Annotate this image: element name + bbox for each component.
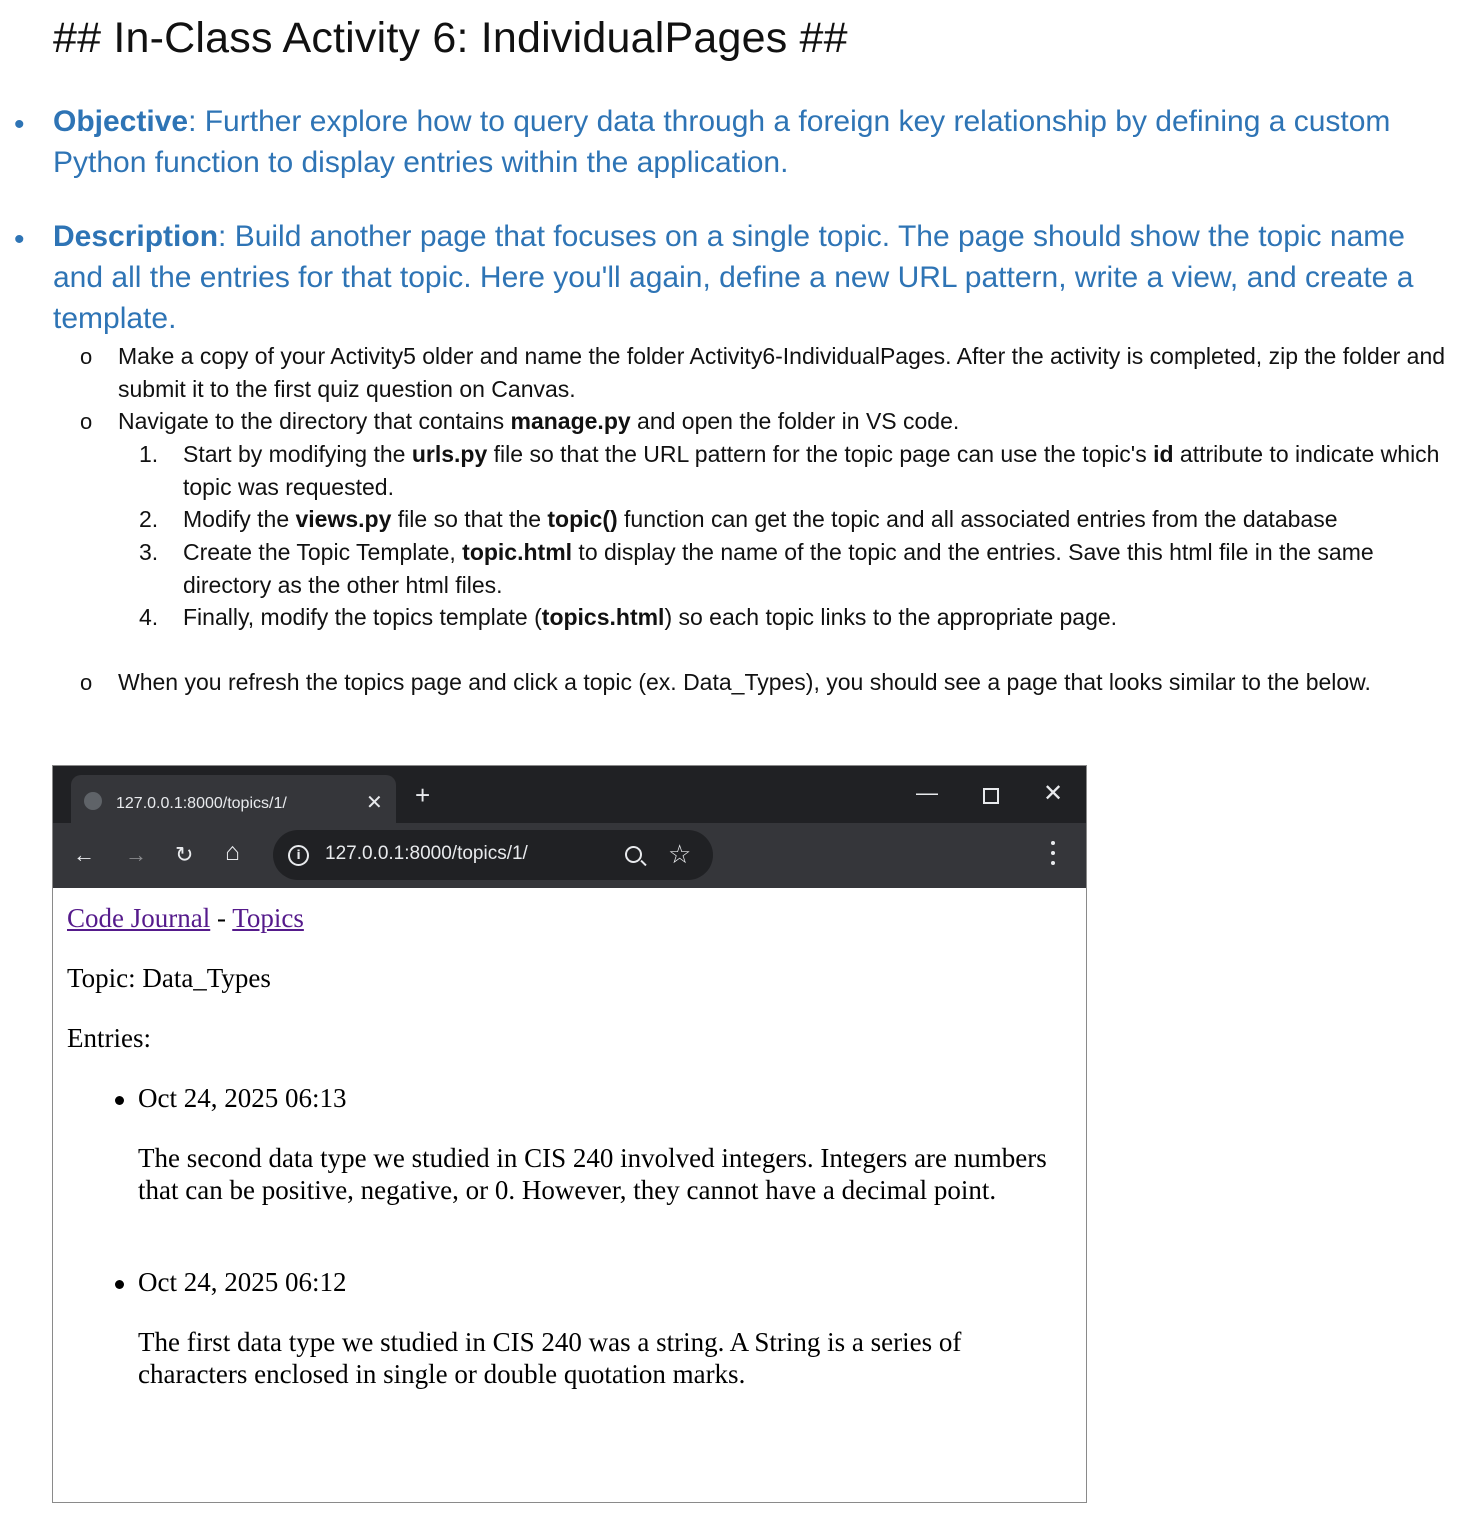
step-bold: urls.py — [411, 441, 488, 467]
numbered-step-3 — [139, 536, 1433, 602]
sub-marker: o — [80, 670, 93, 695]
minimize-icon[interactable]: — — [916, 780, 938, 805]
step-navigate — [80, 405, 1458, 438]
sub-marker: o — [80, 409, 93, 434]
window-close-icon[interactable]: ✕ — [1043, 780, 1064, 807]
step-text: attribute to indicate which topic was requested. — [183, 441, 1440, 500]
step-copy-text: Make a copy of your Activity5 older and name the folder Activity6-IndividualPages. After the activity is completed, zip the folder and submit it to the first quiz question on Canvas. — [118, 343, 1446, 402]
navigate-text: Navigate to the directory that contains — [118, 408, 511, 434]
browser-tab-bar — [53, 766, 1086, 823]
page-header — [67, 902, 304, 934]
refresh-note-text: When you refresh the topics page and click a topic (ex. Data_Types), you should see a page that looks similar to the below. — [118, 669, 1371, 695]
topic-heading: Topic: Data_Types — [67, 963, 271, 993]
browser-toolbar — [53, 823, 1086, 888]
step-bold: id — [1153, 441, 1174, 467]
topics-link[interactable]: Topics — [232, 903, 304, 933]
description-text: : Build another page that focuses on a single topic. The page should show the topic name and all the entries for that topic. Here you'll again, define a new URL pattern, write a view, and create a template. — [53, 220, 1414, 335]
header-separator: - — [210, 903, 233, 933]
home-link[interactable]: Code Journal — [67, 903, 211, 933]
info-icon[interactable]: i — [288, 845, 309, 866]
entry-bullet — [115, 1096, 124, 1105]
step-bold: topic.html — [462, 539, 573, 565]
step-text: file so that the — [391, 506, 548, 532]
step-copy-folder — [80, 340, 1458, 406]
browser-tab[interactable] — [71, 775, 396, 823]
step-text: function can get the topic and all associated entries from the database — [617, 506, 1338, 532]
step-text: Modify the — [183, 506, 296, 532]
step-bold: topic() — [547, 506, 618, 532]
objective-label: Objective — [53, 105, 189, 138]
objective-bullet: • — [14, 108, 25, 141]
objective-paragraph — [53, 101, 1463, 183]
step-text: to display the name of the topic and the entries. Save this html file in the same directory as the other html files. — [183, 539, 1374, 598]
description-label: Description — [53, 220, 219, 253]
entry-text: The first data type we studied in CIS 240 was a string. A String is a series of characters enclosed in single or double quotation marks. — [138, 1327, 962, 1389]
entries-label: Entries: — [67, 1023, 151, 1053]
step-text: file so that the URL pattern for the topic page can use the topic's — [487, 441, 1154, 467]
step-text: Start by modifying the — [183, 441, 412, 467]
zoom-icon[interactable] — [625, 846, 642, 863]
description-bullet: • — [14, 223, 25, 256]
step-number: 1. — [139, 441, 159, 467]
more-menu-icon[interactable] — [1051, 841, 1055, 869]
new-tab-icon[interactable]: + — [415, 780, 431, 810]
entry-date: Oct 24, 2025 06:13 — [138, 1083, 347, 1113]
globe-icon — [84, 792, 102, 810]
step-number: 4. — [139, 604, 159, 630]
entry-date: Oct 24, 2025 06:12 — [138, 1267, 347, 1297]
home-icon[interactable]: ⌂ — [225, 838, 241, 866]
numbered-step-2 — [139, 503, 1463, 536]
browser-screenshot — [52, 765, 1087, 1503]
document-title: ## In-Class Activity 6: IndividualPages ## — [53, 14, 848, 62]
entry-bullet — [115, 1280, 124, 1289]
entry-text: The second data type we studied in CIS 240 involved integers. Integers are numbers that can be positive, negative, or 0. However, they cannot have a decimal point. — [138, 1143, 1047, 1205]
step-text: ) so each topic links to the appropriate page. — [664, 604, 1118, 630]
description-paragraph — [53, 216, 1463, 339]
back-icon[interactable]: ← — [73, 842, 95, 867]
tab-close-icon[interactable]: ✕ — [366, 792, 383, 814]
sub-marker: o — [80, 344, 93, 369]
numbered-step-1 — [139, 438, 1453, 504]
manage-py-bold: manage.py — [510, 408, 631, 434]
address-url: 127.0.0.1:8000/topics/1/ — [325, 843, 528, 864]
step-text: Create the Topic Template, — [183, 539, 463, 565]
step-number: 2. — [139, 506, 159, 532]
tab-title: 127.0.0.1:8000/topics/1/ — [116, 795, 287, 812]
step-number: 3. — [139, 539, 159, 565]
objective-text: : Further explore how to query data through a foreign key relationship by defining a custom Python function to display entries within the application. — [53, 105, 1391, 179]
bookmark-star-icon[interactable]: ☆ — [668, 839, 692, 869]
navigate-text-end: and open the folder in VS code. — [630, 408, 960, 434]
step-text: Finally, modify the topics template ( — [183, 604, 542, 630]
reload-icon[interactable]: ↻ — [175, 842, 194, 867]
step-bold: topics.html — [541, 604, 665, 630]
refresh-note — [80, 666, 1458, 699]
address-bar[interactable] — [273, 830, 713, 880]
step-bold: views.py — [295, 506, 392, 532]
numbered-step-4 — [139, 601, 1433, 634]
forward-icon[interactable]: → — [125, 842, 147, 867]
maximize-icon[interactable] — [983, 788, 999, 804]
